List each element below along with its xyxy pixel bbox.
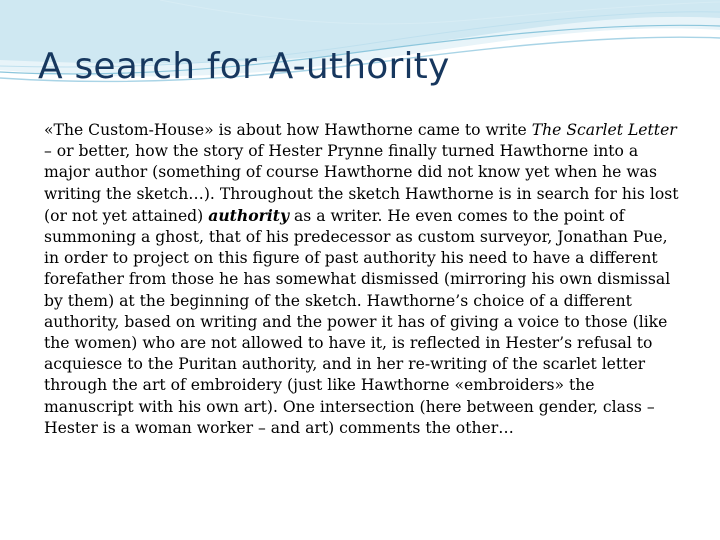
body-paragraph <box>44 120 680 439</box>
slide-title: A search for A-uthority <box>38 46 450 87</box>
book-title: The Scarlet Letter <box>531 121 677 139</box>
emphasis-authority: authority <box>208 205 290 225</box>
body-text-part-1: «The Custom-House» is about how Hawthorne came to write <box>44 121 532 139</box>
body-text-part-2: – or better, how the story of Hester Prynne finally turned Hawthorne into a major author (something of course Hawthorne did not know yet when he was writing the sketch…). Throughout the sketch Hawthorne is in search for his lost (or not yet attained) <box>44 142 679 225</box>
body-text-part-3: as a writer. He even comes to the point of summoning a ghost, that of his predecessor as custom surveyor, Jonathan Pue, in order to project on this figure of past authority his need to have a different forefather from those he has somewhat dismissed (mirroring his own dismissal by them) at the beginning of the sketch. Hawthorne’s choice of a different authority, based on writing and the power it has of giving a voice to those (like the women) who are not allowed to have it, is reflected in Hester’s refusal to acquiesce to the Puritan authority, and in her re-writing of the scarlet letter through the art of embroidery (just like Hawthorne «embroiders» the manuscript with his own art). One intersection (here between gender, class – Hester is a woman worker – and art) comments the other… <box>44 206 671 437</box>
